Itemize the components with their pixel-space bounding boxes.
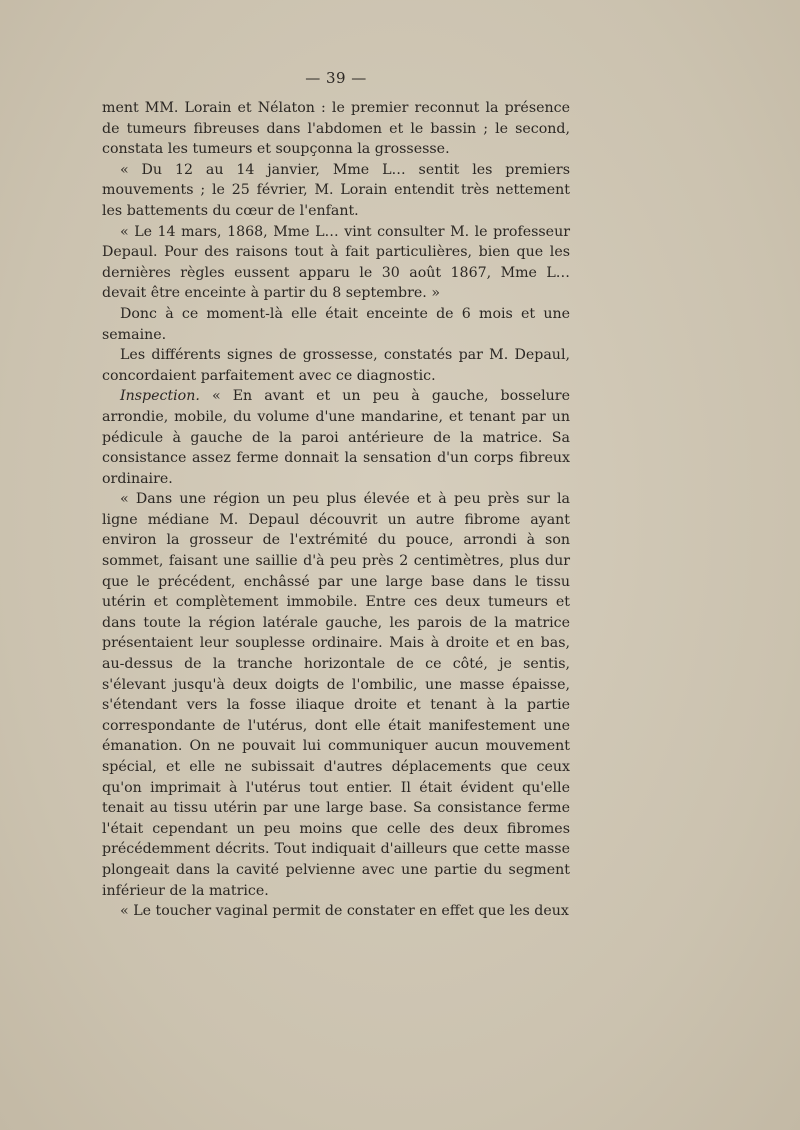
- page-number: — 39 —: [305, 69, 367, 87]
- page-body-text: [102, 98, 570, 922]
- paragraph-4: Donc à ce moment-là elle était enceinte de 6 mois et une semaine.: [102, 305, 570, 343]
- paragraph-8: « Le toucher vaginal permit de constater en effet que les deux: [120, 903, 569, 920]
- paragraph-6-text: « En avant et un peu à gauche, bosselure arrondie, mobile, du volume d'une mandarine, et tenant par un pédicule à gauche de la paroi antérieure de la matrice. Sa consistance assez ferme donnait la sensation d'un corps fibreux ordinaire.: [102, 388, 570, 487]
- paragraph-1: ment MM. Lorain et Nélaton : le premier reconnut la présence de tumeurs fibreuses dans l'abdomen et le bassin ; le second, constata les tumeurs et soupçonna la grossesse.: [102, 100, 570, 158]
- paragraph-6: [102, 386, 570, 489]
- paragraph-5: Les différents signes de grossesse, constatés par M. Depaul, concordaient parfaitement avec ce diagnostic.: [102, 347, 570, 384]
- paragraph-7: « Dans une région un peu plus élevée et à peu près sur la ligne médiane M. Depaul découvrit un autre fibrome ayant environ la grosseur de l'extrémité du pouce, arrondi à son sommet, faisant une saillie d'à peu près 2 centimètres, plus dur que le précédent, enchâssé par une large base dans le tissu utérin et complètement immobile. Entre ces deux tumeurs et dans toute la région latérale gauche, les parois de la matrice présentaient leur souplesse ordinaire. Mais à droite et en bas, au-dessus de la tranche horizontale de ce côté, je sentis, s'élevant jusqu'à deux doigts de l'ombilic, une masse épaisse, s'étendant vers la fosse iliaque droite et tenant à la partie correspondante de l'utérus, dont elle était manifestement une émanation. On ne pouvait lui communiquer aucun mouvement spécial, et elle ne subissait d'autres déplacements que ceux qu'on imprimait à l'utérus tout entier. Il était évident qu'elle tenait au tissu utérin par une large base. Sa consistance ferme l'était cependant un peu moins que celle des deux fibromes précédemment décrits. Tout indiquait d'ailleurs que cette masse plongeait dans la cavité pelvienne avec une partie du segment inférieur de la matrice.: [102, 491, 570, 899]
- paragraph-3: « Le 14 mars, 1868, Mme L… vint consulter M. le professeur Depaul. Pour des raisons tout à fait particulières, bien que les dernières règles eussent apparu le 30 août 1867, Mme L… devait être enceinte à partir du 8 septembre. »: [102, 223, 570, 302]
- paragraph-2: « Du 12 au 14 janvier, Mme L… sentit les premiers mouvements ; le 25 février, M. Lorain entendit très nettement les battements du cœur de l'enfant.: [102, 161, 570, 219]
- section-heading-inspection: Inspection.: [120, 388, 200, 405]
- book-page: [102, 68, 570, 922]
